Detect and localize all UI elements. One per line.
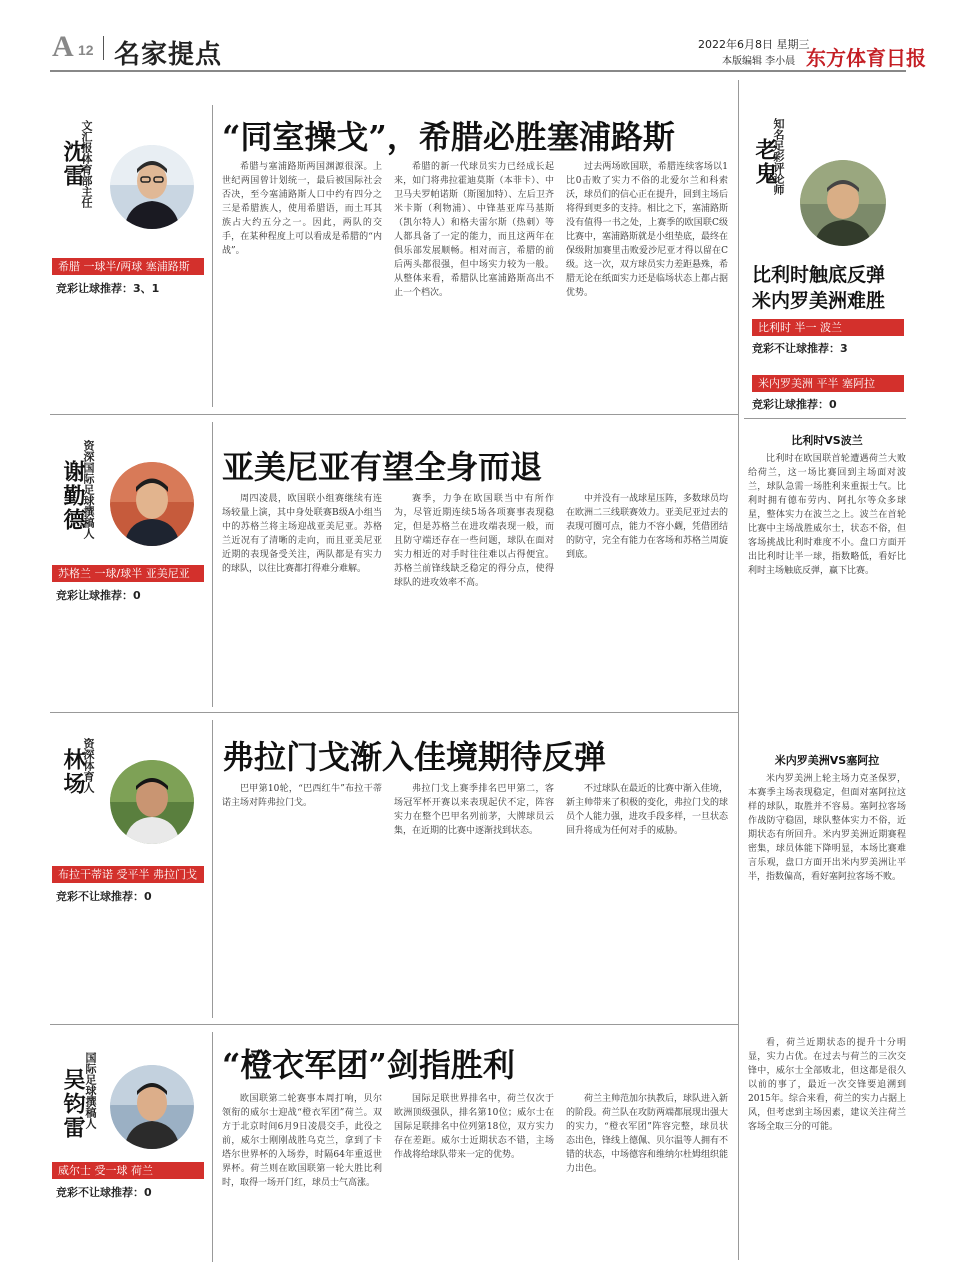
article-column: 国际足联世界排名中，荷兰仅次于欧洲顶级强队，排名第10位；威尔士在国际足联排名中位列第18位，双方实力存在差距。威尔士近期状态不错，主场作战将给球队带来一定的优势。 <box>394 1094 554 1160</box>
author-name: 林场 <box>60 748 86 796</box>
article-headline: 亚美尼亚有望全身而退 <box>222 448 543 486</box>
header-rule <box>50 70 906 72</box>
author-photo <box>110 462 194 546</box>
article-divider <box>50 1024 738 1025</box>
author-divider <box>212 105 213 407</box>
article-column: 看，荷兰近期状态的提升十分明显，实力占优。在过去与荷兰的三次交锋中，威尔士全部败北，但这都是很久以前的事了，最近一次交锋要追溯到2015年。综合来看，荷兰的实力占据上风，但考虑到主场因素，建议关注荷兰客场全取三分的可能。 <box>748 1038 906 1132</box>
author-photo <box>110 145 194 229</box>
author-title: 国际足球撰稿人 <box>84 1052 97 1129</box>
page-letter: A <box>52 30 74 63</box>
article-column: 希腊与塞浦路斯两国渊源很深。上世纪两国曾计划统一，最后被国际社会否决，至今塞浦路斯人口中约有四分之三是希腊族人，使用希腊语，而土耳其族占大约五分之一。因此，两队的交手，在某种程度上可以看成是希腊的“内战”。 <box>222 162 382 256</box>
newspaper-logo: 东方体育日报 <box>806 46 926 70</box>
editor-credit: 本版编辑 李小晨 <box>722 56 796 67</box>
match-bar: 苏格兰 一球/球半 亚美尼亚 <box>52 565 204 582</box>
author-photo <box>110 760 194 844</box>
sidebar-column: 米内罗美洲上轮主场力克圣保罗，本赛季主场表现稳定，但面对塞阿拉这样的球队，取胜并不容易。塞阿拉客场作战防守稳固，球队整体实力不俗，近期状态有所回升。米内罗美洲近期赛程密集，球员体能下降明显，本场比赛难言乐观，盘口方面开出米内罗美洲让平半，指数偏高，看好塞阿拉客场不败。 <box>748 774 906 882</box>
article-column: 弗拉门戈上赛季排名巴甲第二，客场冠军杯开赛以来表现起伏不定，阵容实力在整个巴甲名列前茅，大牌球员云集，在近期的比赛中逐渐找到状态。 <box>394 784 554 836</box>
betting-pick: 竞彩不让球推荐：0 <box>56 890 152 903</box>
sidebar-author-name: 老鬼 <box>752 138 778 186</box>
sidebar-pick: 竞彩让球推荐：0 <box>752 398 837 411</box>
sidebar-rule <box>744 418 906 419</box>
match-bar: 威尔士 受一球 荷兰 <box>52 1162 204 1179</box>
author-name: 谢勤德 <box>60 460 86 532</box>
betting-pick: 竞彩不让球推荐：0 <box>56 1186 152 1199</box>
sidebar-author-photo <box>800 160 886 246</box>
article-column: 过去两场欧国联，希腊连续客场以1比0击败了实力不俗的北爱尔兰和科索沃，球员们的信心正在提升，回到主场后将得到更多的支持。相比之下，塞浦路斯没有值得一书之处，上赛季的欧国联C级比赛中，塞浦路斯就是小组垫底，最终在保级附加赛里击败爱沙尼亚才得以留在C级。这一次，双方球员实力差距悬殊，希腊无论在纸面实力还是临场状态上都占据优势。 <box>566 162 728 298</box>
article-column: 巴甲第10轮，“巴西红牛”布拉干蒂诺主场对阵弗拉门戈。 <box>222 784 382 808</box>
sidebar-column: 比利时在欧国联首轮遭遇荷兰大败给荷兰，这一场比赛回到主场面对波兰，球队急需一场胜利来重振士气。比利时拥有德布劳内、阿扎尔等众多球星，整体实力在波兰之上。波兰在首轮比赛中主场战胜威尔士，状态不俗，但客场挑战比利时难度不小。盘口方面开出比利时让半一球，指数略低，看好比利时主场触底反弹，赢下比赛。 <box>748 454 906 576</box>
sidebar-subheading: 米内罗美洲VS塞阿拉 <box>774 754 880 767</box>
sidebar-pick: 竞彩不让球推荐：3 <box>752 342 848 355</box>
author-title: 文汇报体育部主任 <box>80 120 93 208</box>
article-headline: “橙衣军团”剑指胜利 <box>222 1046 515 1084</box>
page-number: 12 <box>78 42 94 58</box>
article-headline: “同室操戈”，希腊必胜塞浦路斯 <box>222 118 675 156</box>
author-divider <box>212 720 213 1018</box>
article-headline: 弗拉门戈渐入佳境期待反弹 <box>222 738 607 776</box>
article-column: 希腊的新一代球员实力已经成长起来，如门将弗拉霍迪莫斯（本菲卡）、中卫马夫罗帕诺斯（斯图加特）、左后卫齐米卡斯（利物浦）、中锋基亚库马基斯（凯尔特人）和格夫雷尔斯（热刺）等人都具备了一定的能力，而且这两年在俱乐部发展顺畅。相对而言，希腊的前后两头都很强，但中场实力较为一般。从整体来看，希腊队比塞浦路斯高出不止一个档次。 <box>394 162 554 298</box>
article-divider <box>50 414 738 415</box>
betting-pick: 竞彩让球推荐：3、1 <box>56 282 160 295</box>
header-divider <box>103 36 104 60</box>
sidebar-divider <box>738 80 739 1260</box>
sidebar-author-title: 知名足彩评论师 <box>772 118 785 195</box>
article-column: 赛季，力争在欧国联当中有所作为，尽管近期连续5场各项赛事表现稳定，但是苏格兰在进攻端表现一般，而且防守端还存在一些问题，球队在面对实力相近的对手时往往难以占得便宜。苏格兰前锋线缺乏稳定的得分点，使得球队的进攻效率不高。 <box>394 494 554 588</box>
sidebar-match-bar: 比利时 半一 波兰 <box>752 319 904 336</box>
author-photo <box>110 1065 194 1149</box>
betting-pick: 竞彩让球推荐：0 <box>56 589 141 602</box>
article-column: 欧国联第二轮赛事本周打响，贝尔领衔的威尔士迎战“橙衣军团”荷兰。双方于北京时间6月9日凌晨交手，此役之前，威尔士刚刚战胜乌克兰，拿到了卡塔尔世界杯的入场券，时隔64年重返世界杯。荷兰则在欧国联第一轮大胜比利时，取得一场开门红，球员士气高涨。 <box>222 1094 382 1188</box>
author-divider <box>212 1032 213 1262</box>
match-bar: 布拉干蒂诺 受平半 弗拉门戈 <box>52 866 204 883</box>
article-divider <box>50 712 738 713</box>
match-bar: 希腊 一球半/两球 塞浦路斯 <box>52 258 204 275</box>
sidebar-headline: 比利时触底反弹 米内罗美洲难胜 <box>752 264 886 312</box>
sidebar-subheading: 比利时VS波兰 <box>791 434 863 447</box>
author-name: 吴钧雷 <box>60 1068 86 1140</box>
article-column: 荷兰主帅范加尔执教后，球队进入新的阶段。荷兰队在攻防两端都展现出强大的实力，“橙衣军团”阵容完整，球员状态出色，锋线上德佩、贝尔温等人拥有不错的状态，中场德容和维纳尔杜姆组织能力出色。 <box>566 1094 728 1174</box>
article-column: 不过球队在最近的比赛中渐入佳境，新主帅带来了积极的变化，弗拉门戈的球员个人能力强，进攻手段多样，一旦状态回升将成为任何对手的威胁。 <box>566 784 728 836</box>
issue-date: 2022年6月8日 星期三 <box>698 38 810 51</box>
section-title: 名家提点 <box>114 40 223 70</box>
author-divider <box>212 422 213 707</box>
author-title: 资深国际足球撰稿人 <box>82 440 95 539</box>
author-title: 资深体育人 <box>82 738 95 793</box>
sidebar-match-bar: 米内罗美洲 平半 塞阿拉 <box>752 375 904 392</box>
article-column: 中并没有一战球星压阵，多数球员均在欧洲二三线联赛效力。亚美尼亚过去的表现可圈可点，能力不容小觑，凭借团结的防守，完全有能力在客场和苏格兰周旋到底。 <box>566 494 728 560</box>
article-column: 周四凌晨，欧国联小组赛继续有连场较量上演，其中身处联赛B级A小组当中的苏格兰将主场迎战亚美尼亚。苏格兰近况有了清晰的走向，而且亚美尼亚近期的表现备受关注，两队都是有实力的球队，以往比赛都打得难分难解。 <box>222 494 382 574</box>
author-name: 沈雷 <box>60 140 86 188</box>
